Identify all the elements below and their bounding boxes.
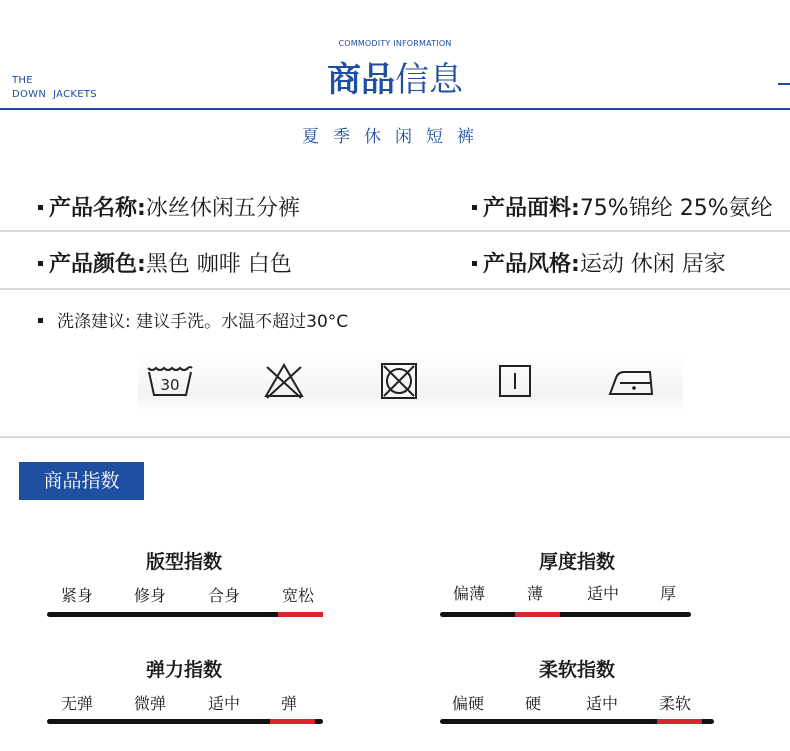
page-title-light: 信息 <box>395 60 463 100</box>
row-divider <box>0 230 790 232</box>
no-bleach-icon <box>263 362 305 400</box>
thickness-index-highlight <box>515 612 560 617</box>
page-title <box>0 56 790 104</box>
product-name-value: 冰丝休闲五分裤 <box>145 196 300 221</box>
product-style-key: 产品风格: <box>483 252 580 277</box>
thickness-index-bar <box>440 612 691 617</box>
product-style-value: 运动 休闲 居家 <box>579 252 726 277</box>
product-fabric-row <box>472 191 773 222</box>
elasticity-label: 适中 <box>207 694 240 713</box>
header-accent-tick <box>778 83 790 85</box>
brand-line-2: DOWN JACKETS <box>12 89 97 100</box>
elasticity-label: 无弹 <box>60 694 93 713</box>
product-name-key: 产品名称: <box>49 196 146 221</box>
bullet-icon <box>472 205 477 210</box>
page-title-bold: 商品 <box>327 60 395 100</box>
svg-text:30: 30 <box>160 376 180 394</box>
wash-30-icon <box>146 364 194 398</box>
thickness-label: 厚 <box>659 584 676 603</box>
elasticity-index-title: 弹力指数 <box>145 659 222 681</box>
care-advice-text: 洗涤建议: 建议手洗。水温不超过30°C <box>57 312 349 332</box>
product-fabric-value: 75%锦纶 25%氨纶 <box>579 196 773 221</box>
softness-label: 适中 <box>585 694 618 713</box>
product-fabric-key: 产品面料: <box>483 196 580 221</box>
elasticity-label: 弹 <box>280 694 297 713</box>
elasticity-label: 微弹 <box>133 694 166 713</box>
no-tumble-dry-icon <box>380 362 418 400</box>
fit-label: 修身 <box>133 586 166 605</box>
bullet-icon <box>38 318 43 323</box>
softness-label: 柔软 <box>658 694 691 713</box>
thickness-index-title: 厚度指数 <box>538 551 615 573</box>
iron-low-icon <box>606 366 656 398</box>
product-name-row <box>38 191 300 222</box>
product-style-row <box>472 247 726 278</box>
section-divider <box>0 436 790 438</box>
fit-index-title: 版型指数 <box>145 551 222 573</box>
elasticity-index-highlight <box>270 719 315 724</box>
fit-label: 宽松 <box>281 586 314 605</box>
product-color-value: 黑色 咖啡 白色 <box>145 252 292 277</box>
product-color-key: 产品颜色: <box>49 252 146 277</box>
fit-index-highlight <box>278 612 323 617</box>
fit-label: 合身 <box>207 586 240 605</box>
fit-label: 紧身 <box>60 586 93 605</box>
softness-index-highlight <box>657 719 702 724</box>
bullet-icon <box>38 261 43 266</box>
thickness-label: 薄 <box>526 584 543 603</box>
commodity-caption: COMMODITY INFORMATION <box>338 39 452 48</box>
thickness-label: 偏薄 <box>452 584 485 603</box>
brand-line-1: THE <box>12 75 33 86</box>
softness-label: 偏硬 <box>451 694 484 713</box>
softness-index-title: 柔软指数 <box>538 659 615 681</box>
product-subtitle: 夏季休闲短裤 <box>302 127 488 147</box>
product-index-badge: 商品指数 <box>19 462 144 500</box>
line-dry-icon <box>498 364 534 400</box>
bullet-icon <box>472 261 477 266</box>
product-color-row <box>38 247 292 278</box>
header-divider <box>0 108 790 110</box>
bullet-icon <box>38 205 43 210</box>
row-divider <box>0 288 790 290</box>
softness-label: 硬 <box>524 694 541 713</box>
thickness-label: 适中 <box>586 584 619 603</box>
care-advice <box>38 307 348 332</box>
